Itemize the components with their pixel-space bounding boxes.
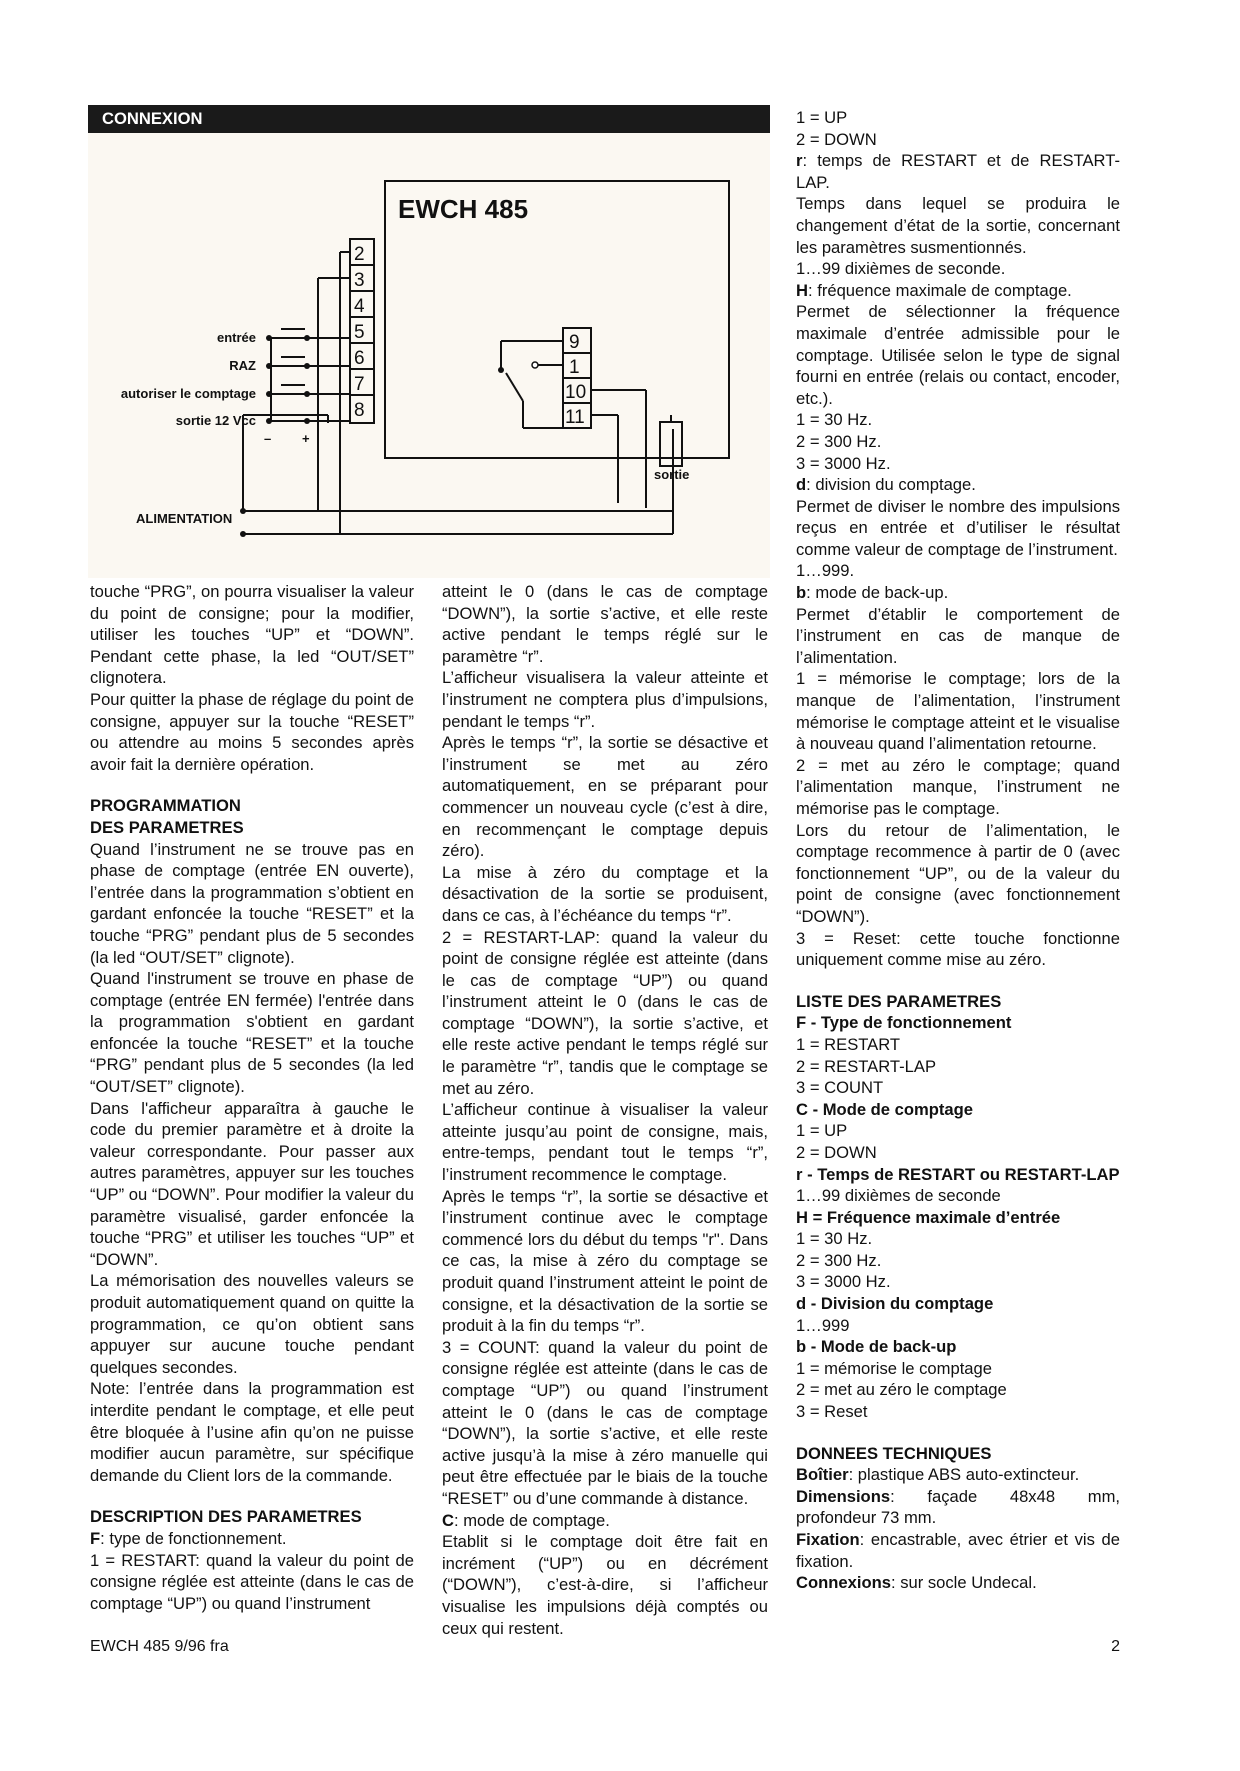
param-r-desc bbox=[796, 150, 1120, 193]
spec-dimensions bbox=[796, 1486, 1120, 1529]
terminal-5: 5 bbox=[354, 322, 365, 343]
list-line: 3 = 3000 Hz. bbox=[796, 1272, 891, 1292]
param-label: F bbox=[90, 1528, 101, 1548]
list-line: 1 = UP bbox=[796, 108, 848, 127]
spec-label: Boîtier bbox=[796, 1465, 849, 1485]
label-plus: + bbox=[302, 431, 310, 446]
page-number: 2 bbox=[1111, 1638, 1120, 1655]
paragraph: Permet de sélectionner la fréquence maximale d’entrée admissible pour le comptage. Utilisée selon le type de signal fourni en entrée (relais ou contact, encoder, etc.). bbox=[796, 302, 1120, 408]
param-label: b bbox=[796, 583, 807, 603]
text-column-right bbox=[796, 107, 1120, 1594]
spec-label: Connexions bbox=[796, 1573, 891, 1593]
param-label: r bbox=[796, 151, 803, 171]
param-f-desc bbox=[90, 1528, 414, 1550]
list-line: 3 = 3000 Hz. bbox=[796, 453, 891, 473]
list-heading: C - Mode de comptage bbox=[796, 1099, 974, 1119]
heading-description-parametres: DESCRIPTION DES PARAMETRES bbox=[90, 1507, 362, 1527]
paragraph: 2 = met au zéro le comptage; quand l’alimentation manque, l’instrument ne mémorise pas le comptage. bbox=[796, 755, 1120, 818]
list-line: 3 = COUNT bbox=[796, 1078, 884, 1098]
paragraph: 1 = mémorise le comptage; lors de la manque de l’alimentation, l’instrument mémorise le comptage atteint et le visualise à nouveau quand l’alimentation retourne. bbox=[796, 669, 1120, 754]
spec-text: : plastique ABS auto-extincteur. bbox=[848, 1465, 1080, 1485]
paragraph: Quand l'instrument se trouve en phase de comptage (entrée EN fermée) l'entrée dans la programmation s'obtient en gardant enfoncée la touche “RESET” et la touche “PRG” pendant plus de 5 secondes (la led “OUT/SET” clignote). bbox=[90, 969, 414, 1097]
terminal-9: 9 bbox=[569, 332, 580, 353]
param-label: H bbox=[796, 280, 808, 300]
label-raz: RAZ bbox=[229, 358, 256, 373]
paragraph: Note: l’entrée dans la programmation est interdite pendant le comptage, et elle peut être bloquée à l’usine afin qu’on ne puisse modifier aucun paramètre, sur spécifique demande du Client lors de la commande. bbox=[90, 1379, 414, 1485]
param-label: d bbox=[796, 475, 807, 495]
spec-connexions bbox=[796, 1572, 1120, 1594]
spec-label: Fixation bbox=[796, 1530, 860, 1549]
list-line: 2 = 300 Hz. bbox=[796, 1250, 882, 1270]
paragraph: Permet de diviser le nombre des impulsions reçus en entrée et d’utiliser le résultat comme valeur de comptage de l’instrument. bbox=[796, 496, 1120, 559]
terminal-7: 7 bbox=[354, 374, 365, 395]
heading-programmation: PROGRAMMATION bbox=[90, 796, 241, 816]
list-line: 1…99 dixièmes de seconde bbox=[796, 1186, 1001, 1206]
param-text: : type de fonctionnement. bbox=[100, 1528, 287, 1548]
spec-boitier bbox=[796, 1464, 1120, 1486]
connection-diagram bbox=[88, 133, 770, 578]
list-line: 1…999 bbox=[796, 1315, 850, 1335]
list-line: 2 = DOWN bbox=[796, 1142, 877, 1162]
paragraph: Quand l’instrument ne se trouve pas en phase de comptage (entrée EN ouverte), l’entrée dans la programmation s’obtient en gardant enfoncée la touche “RESET” et la touche “PRG” pendant plus de 5 secondes (la led “OUT/SET” clignote). bbox=[90, 839, 414, 967]
list-line: 1 = 30 Hz. bbox=[796, 410, 873, 430]
param-b-desc bbox=[796, 582, 1120, 604]
list-line: 1 = UP bbox=[796, 1121, 848, 1141]
paragraph: Temps dans lequel se produira le changement d’état de la sortie, concernant les paramètres susmentionnés. bbox=[796, 194, 1120, 257]
paragraph: touche “PRG”, on pourra visualiser la valeur du point de consigne; pour la modifier, utiliser les touches “UP” et “DOWN”. Pendant cette phase, la led “OUT/SET” clignotera. bbox=[90, 582, 414, 688]
terminal-4: 4 bbox=[354, 296, 365, 317]
terminal-2: 2 bbox=[354, 244, 365, 265]
terminal-1: 1 bbox=[569, 357, 580, 378]
text-column-left bbox=[90, 581, 414, 1614]
paragraph: La mémorisation des nouvelles valeurs se produit automatiquement quand on quitte la programmation, ce qu’on obtient sans appuyer sur aucune touche pendant quelques secondes. bbox=[90, 1271, 414, 1377]
heading-donnees-techniques: DONNEES TECHNIQUES bbox=[796, 1443, 992, 1463]
list-heading: d - Division du comptage bbox=[796, 1294, 994, 1314]
paragraph: Après le temps “r”, la sortie se désactive et l’instrument continue avec le comptage commencé lors du début du temps "r". Dans ce cas, la mise à zéro du comptage se produit quand l’instrument atteint le point de consigne, et la désactivation de la sortie se produit à la fin du temps “r”. bbox=[442, 1186, 768, 1336]
paragraph: 3 = COUNT: quand la valeur du point de consigne réglée est atteinte (dans le cas de comptage “UP”) ou quand l’instrument atteint le 0 (dans le cas de comptage “DOWN”), la sortie s’active, et elle reste active jusqu’à la mise à zéro manuelle qui peut être effectuée par le biais de la touche “RESET” ou d’une commande à distance. bbox=[442, 1337, 768, 1508]
label-minus: – bbox=[264, 431, 272, 446]
param-label: C bbox=[442, 1510, 454, 1530]
paragraph: Dans l'afficheur apparaîtra à gauche le code du premier paramètre et à droite la valeur correspondante. Pour passer aux autres paramètres, appuyer sur les touches “UP” ou “DOWN”. Pour modifier la valeur du paramètre visualisé, garder enfoncée la touche “PRG” et utiliser les touches “UP” et “DOWN”. bbox=[90, 1098, 414, 1269]
section-heading-connexion: CONNEXION bbox=[88, 105, 770, 133]
param-h-desc bbox=[796, 280, 1120, 302]
spec-text: : encastrable, avec étrier et vis de fixation. bbox=[796, 1530, 1120, 1571]
label-alimentation: ALIMENTATION bbox=[136, 511, 233, 526]
list-line: 1…99 dixièmes de seconde. bbox=[796, 259, 1006, 279]
paragraph: atteint le 0 (dans le cas de comptage “DOWN”), la sortie s’active, et elle reste active pendant le temps réglé sur le paramètre “r”. bbox=[442, 582, 768, 666]
heading-liste-parametres: LISTE DES PARAMETRES bbox=[796, 991, 1002, 1011]
paragraph: 3 = Reset: cette touche fonctionne uniquement comme mise au zéro. bbox=[796, 928, 1120, 970]
paragraph: L’afficheur visualisera la valeur atteinte et l’instrument ne comptera plus d’impulsions, pendant le temps “r”. bbox=[442, 668, 768, 731]
list-line: 1 = RESTART bbox=[796, 1034, 901, 1054]
param-text: : mode de comptage. bbox=[453, 1510, 610, 1530]
param-text: : mode de back-up. bbox=[806, 583, 949, 603]
paragraph: 1 = RESTART: quand la valeur du point de consigne réglée est atteinte (dans le cas de comptage “UP”) ou quand l’instrument bbox=[90, 1550, 414, 1613]
list-heading: b - Mode de back-up bbox=[796, 1337, 957, 1357]
terminal-11: 11 bbox=[565, 407, 585, 428]
label-entree: entrée bbox=[216, 330, 256, 345]
list-heading: r - Temps de RESTART ou RESTART-LAP bbox=[796, 1164, 1120, 1184]
paragraph: La mise à zéro du comptage et la désactivation de la sortie se produisent, dans ce cas, à l’échéance du temps “r”. bbox=[442, 862, 768, 925]
paragraph: L’afficheur continue à visualiser la valeur atteinte jusqu’au point de consigne, mais, entre-temps, pendant tout le temps “r”, l’instrument recommence le comptage. bbox=[442, 1100, 768, 1185]
terminal-3: 3 bbox=[354, 270, 365, 291]
paragraph: Après le temps “r”, la sortie se désactive et l’instrument se met au zéro automatiquement, en se préparant pour commencer un nouveau cycle (c’est à dire, en recommençant le comptage depuis zéro). bbox=[442, 733, 768, 861]
param-d-desc bbox=[796, 474, 1120, 496]
paragraph: Pour quitter la phase de réglage du point de consigne, appuyer sur la touche “RESET” ou attendre au moins 5 secondes après avoir fait la dernière opération. bbox=[90, 689, 414, 774]
list-line: 1…999. bbox=[796, 561, 855, 581]
list-line: 3 = Reset bbox=[796, 1402, 868, 1422]
list-line: 1 = 30 Hz. bbox=[796, 1229, 873, 1249]
terminal-10: 10 bbox=[565, 382, 587, 403]
list-heading: H = Fréquence maximale d’entrée bbox=[796, 1207, 1061, 1227]
list-line: 2 = 300 Hz. bbox=[796, 431, 882, 451]
spec-fixation bbox=[796, 1529, 1120, 1572]
heading-des-parametres: DES PARAMETRES bbox=[90, 817, 244, 837]
label-sortie: sortie bbox=[654, 467, 690, 482]
paragraph: Etablit si le comptage doit être fait en incrément (“UP”) ou en décrément (“DOWN”), c’est-à-dire, si l’afficheur visualise les impulsions déjà comptés ou ceux qui restent. bbox=[442, 1532, 768, 1638]
spec-text: : sur socle Undecal. bbox=[890, 1573, 1037, 1593]
list-line: 1 = mémorise le comptage bbox=[796, 1358, 992, 1378]
label-sortie-12vcc: sortie 12 Vcc bbox=[175, 413, 256, 428]
list-line: 2 = RESTART-LAP bbox=[796, 1056, 937, 1076]
spec-label: Dimensions bbox=[796, 1486, 891, 1506]
paragraph: Permet d’établir le comportement de l’instrument en cas de manque de l’alimentation. bbox=[796, 604, 1120, 667]
device-title: EWCH 485 bbox=[398, 194, 529, 224]
list-line: 2 = DOWN bbox=[796, 129, 877, 149]
spec-text: : façade 48x48 mm, profondeur 73 mm. bbox=[796, 1486, 1120, 1528]
list-heading: F - Type de fonctionnement bbox=[796, 1013, 1012, 1033]
list-line: 2 = met au zéro le comptage bbox=[796, 1380, 1007, 1400]
terminal-8: 8 bbox=[354, 400, 365, 421]
paragraph: Lors du retour de l’alimentation, le comptage recommence à partir de 0 (avec fonctionnement “UP”, ou de la valeur du point de consigne (avec fonctionnement “DOWN”). bbox=[796, 820, 1120, 926]
footer-document-ref: EWCH 485 9/96 fra bbox=[90, 1638, 229, 1655]
terminal-6: 6 bbox=[354, 348, 365, 369]
param-text: : fréquence maximale de comptage. bbox=[807, 280, 1072, 300]
text-column-middle bbox=[442, 581, 768, 1639]
label-autoriser-comptage: autoriser le comptage bbox=[120, 386, 256, 401]
param-text: : temps de RESTART et de RESTART-LAP. bbox=[796, 151, 1120, 192]
paragraph: 2 = RESTART-LAP: quand la valeur du point de consigne réglée est atteinte (dans le cas de comptage “UP”) ou quand l’instrument atteint le 0 (dans le cas de comptage “DOWN”), la sortie s’active, et elle reste active pendant le temps réglé sur le paramètre “r”, tandis que le comptage se met au zéro. bbox=[442, 927, 768, 1098]
param-c-desc bbox=[442, 1510, 768, 1532]
param-text: : division du comptage. bbox=[806, 475, 976, 495]
